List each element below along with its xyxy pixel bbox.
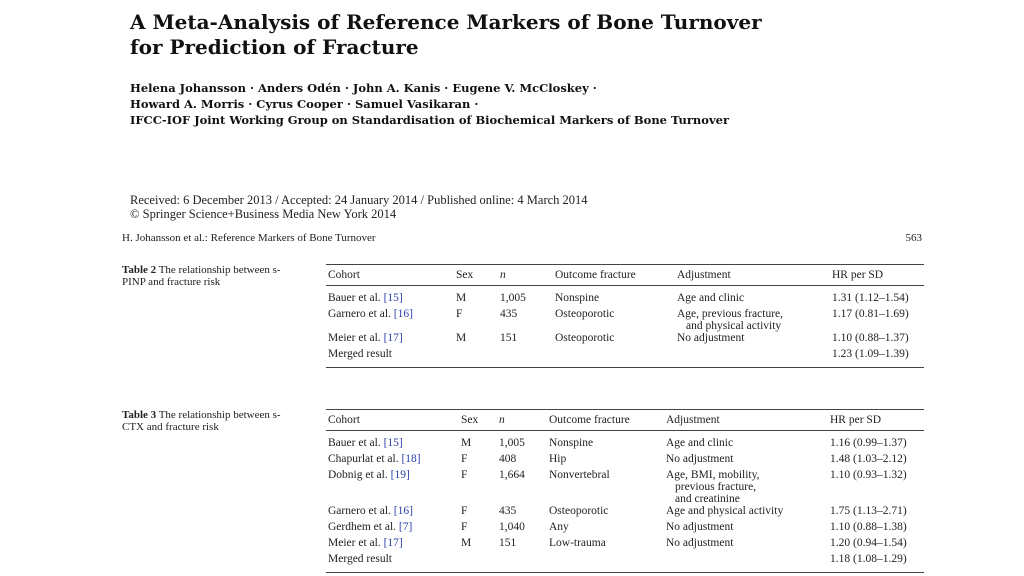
table2-caption-text: The relationship between s-PINP and fracture risk: [122, 264, 281, 288]
reference-link: [15]: [383, 292, 403, 304]
hr-cell: 1.75 (1.13–2.71): [830, 505, 907, 517]
col-header-sex: Sex: [454, 265, 498, 286]
cohort-cell[interactable]: Bauer et al. [15]: [328, 292, 403, 304]
table2: [326, 264, 924, 368]
table-row: [326, 431, 924, 454]
outcome-cell: Low-trauma: [549, 537, 606, 549]
outcome-cell: Any: [549, 521, 569, 533]
sex-cell: M: [461, 437, 472, 449]
table-row: [326, 332, 924, 348]
n-cell: 151: [499, 537, 517, 549]
author-line: Helena Johansson · Anders Odén · John A. Kanis · Eugene V. McCloskey ·: [130, 81, 597, 95]
table2-header-row: [326, 265, 924, 286]
col-header-cohort: Cohort: [326, 410, 459, 431]
outcome-cell: Hip: [549, 453, 567, 465]
outcome-cell: Nonspine: [549, 437, 594, 449]
cohort-cell[interactable]: Meier et al. [17]: [328, 332, 403, 344]
adjustment-cell: [675, 286, 830, 309]
table-row: [326, 469, 924, 505]
merged-hr: 1.18 (1.08–1.29): [828, 553, 924, 573]
adjustment-line: Age, previous fracture,: [677, 308, 784, 320]
sex-cell: F: [461, 469, 468, 481]
adjustment-line: Age, BMI, mobility,: [666, 469, 760, 481]
adjustment-line: No adjustment: [677, 332, 745, 344]
n-cell: 1,005: [500, 292, 526, 304]
adjustment-cell: [675, 308, 830, 332]
sex-cell: F: [461, 521, 468, 533]
article-title: [130, 10, 762, 60]
merged-hr: 1.23 (1.09–1.39): [830, 348, 924, 368]
hr-cell: 1.10 (0.93–1.32): [830, 469, 907, 481]
cohort-cell[interactable]: Bauer et al. [15]: [328, 437, 403, 449]
n-cell: 1,664: [499, 469, 525, 481]
hr-cell: 1.16 (0.99–1.37): [830, 437, 907, 449]
adjustment-cell: [675, 332, 830, 348]
table3-header-row: [326, 410, 924, 431]
cohort-cell[interactable]: Chapurlat et al. [18]: [328, 453, 421, 465]
reference-link: [18]: [401, 453, 421, 465]
col-header-cohort: Cohort: [326, 265, 454, 286]
author-list: [130, 80, 729, 128]
col-header-adjustment: Adjustment: [675, 265, 830, 286]
merged-label: Merged result: [326, 348, 830, 368]
copyright-line: © Springer Science+Business Media New York 2014: [130, 207, 397, 221]
title-line: for Prediction of Fracture: [130, 35, 419, 59]
cohort-cell[interactable]: Dobnig et al. [19]: [328, 469, 410, 481]
adjustment-line: No adjustment: [666, 453, 734, 465]
adjustment-line: previous fracture,: [675, 481, 757, 493]
table-row: [326, 505, 924, 521]
table-row: [326, 286, 924, 309]
adjustment-cell: [664, 537, 828, 553]
hr-cell: 1.48 (1.03–2.12): [830, 453, 907, 465]
col-header-n: n: [497, 410, 547, 431]
adjustment-line: No adjustment: [666, 537, 734, 549]
table3-label: Table 3: [122, 409, 157, 421]
outcome-cell: Nonvertebral: [549, 469, 610, 481]
table3-caption: [122, 409, 297, 433]
adjustment-line: Age and physical activity: [666, 505, 784, 517]
sex-cell: F: [461, 505, 468, 517]
col-header-sex: Sex: [459, 410, 497, 431]
merged-label: Merged result: [326, 553, 828, 573]
n-cell: 408: [499, 453, 517, 465]
table3: [326, 409, 924, 573]
running-head-title: H. Johansson et al.: Reference Markers of Bone Turnover: [122, 232, 376, 244]
publication-dates: [130, 193, 588, 221]
adjustment-line: and creatinine: [675, 493, 740, 505]
sex-cell: F: [461, 453, 468, 465]
author-line: Howard A. Morris · Cyrus Cooper · Samuel Vasikaran ·: [130, 97, 479, 111]
sex-cell: M: [461, 537, 472, 549]
table2-caption: [122, 264, 297, 288]
n-cell: 1,040: [499, 521, 525, 533]
merged-result-row: [326, 553, 924, 573]
adjustment-line: No adjustment: [666, 521, 734, 533]
col-header-hr: HR per SD: [828, 410, 924, 431]
n-cell: 435: [500, 308, 518, 320]
outcome-cell: Osteoporotic: [555, 308, 615, 320]
cohort-cell[interactable]: Gerdhem et al. [7]: [328, 521, 413, 533]
hr-cell: 1.10 (0.88–1.38): [830, 521, 907, 533]
col-header-adjustment: Adjustment: [664, 410, 828, 431]
sex-cell: M: [456, 292, 467, 304]
col-header-n: n: [498, 265, 553, 286]
reference-link: [17]: [383, 332, 403, 344]
adjustment-cell: [664, 505, 828, 521]
outcome-cell: Osteoporotic: [555, 332, 615, 344]
adjustment-cell: [664, 431, 828, 454]
n-cell: 435: [499, 505, 517, 517]
reference-link: [16]: [393, 505, 413, 517]
table2-label: Table 2: [122, 264, 157, 276]
adjustment-cell: [664, 469, 828, 505]
cohort-cell[interactable]: Garnero et al. [16]: [328, 308, 413, 320]
adjustment-line: Age and clinic: [666, 437, 734, 449]
cohort-cell[interactable]: Meier et al. [17]: [328, 537, 403, 549]
title-line: A Meta-Analysis of Reference Markers of Bone Turnover: [130, 10, 762, 34]
outcome-cell: Nonspine: [555, 292, 600, 304]
received-line: Received: 6 December 2013 / Accepted: 24 January 2014 / Published online: 4 March 2014: [130, 193, 588, 207]
hr-cell: 1.31 (1.12–1.54): [832, 292, 909, 304]
hr-cell: 1.17 (0.81–1.69): [832, 308, 909, 320]
merged-result-row: [326, 348, 924, 368]
table-row: [326, 453, 924, 469]
adjustment-cell: [664, 521, 828, 537]
table-row: [326, 537, 924, 553]
reference-link: [17]: [383, 537, 403, 549]
col-header-outcome: Outcome fracture: [553, 265, 675, 286]
hr-cell: 1.10 (0.88–1.37): [832, 332, 909, 344]
sex-cell: M: [456, 332, 467, 344]
reference-link: [7]: [398, 521, 413, 533]
n-cell: 151: [500, 332, 518, 344]
outcome-cell: Osteoporotic: [549, 505, 609, 517]
table-row: [326, 308, 924, 332]
hr-cell: 1.20 (0.94–1.54): [830, 537, 907, 549]
adjustment-line: Age and clinic: [677, 292, 745, 304]
col-header-outcome: Outcome fracture: [547, 410, 664, 431]
adjustment-cell: [664, 453, 828, 469]
reference-link: [19]: [390, 469, 410, 481]
cohort-cell[interactable]: Garnero et al. [16]: [328, 505, 413, 517]
col-header-hr: HR per SD: [830, 265, 924, 286]
sex-cell: F: [456, 308, 463, 320]
author-line: IFCC-IOF Joint Working Group on Standardisation of Biochemical Markers of Bone Turnover: [130, 113, 730, 127]
reference-link: [15]: [383, 437, 403, 449]
page-number: 563: [905, 232, 922, 244]
reference-link: [16]: [393, 308, 413, 320]
table3-caption-text: The relationship between s-CTX and fracture risk: [122, 409, 281, 433]
table-row: [326, 521, 924, 537]
n-cell: 1,005: [499, 437, 525, 449]
adjustment-line: and physical activity: [686, 320, 782, 332]
